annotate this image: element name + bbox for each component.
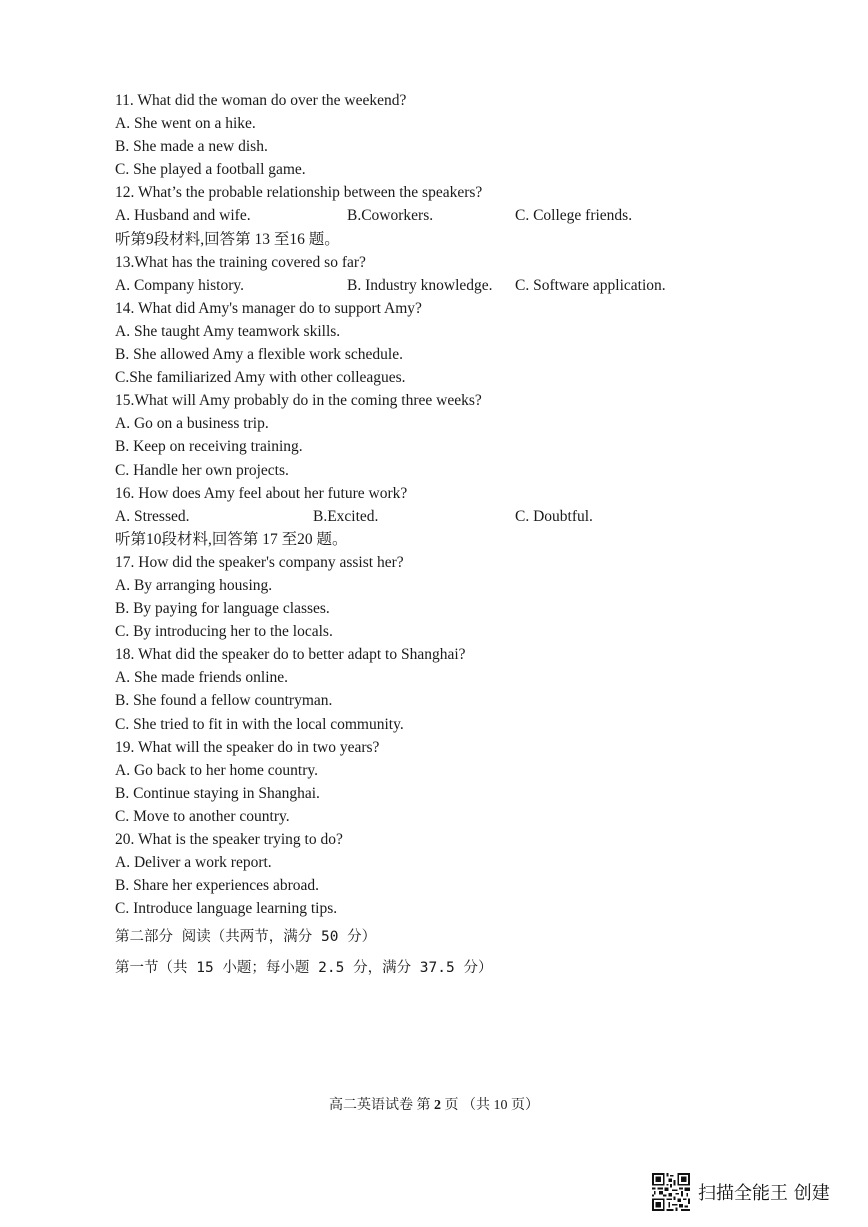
- option-13a: A. Company history.: [115, 276, 245, 294]
- footer-total-pages: 10: [493, 1098, 508, 1113]
- option-13b: B. Industry knowledge.: [347, 276, 493, 294]
- page-footer: [0, 1097, 868, 1115]
- option-11a: A. She went on a hike.: [115, 115, 256, 133]
- scanner-watermark: [652, 1172, 830, 1212]
- section-9-instruction: 听第9段材料,回答第 13 至16 题。: [115, 230, 340, 248]
- option-14b: B. She allowed Amy a flexible work schedule.: [115, 346, 403, 364]
- option-15c: C. Handle her own projects.: [115, 461, 289, 479]
- question-13: 13.What has the training covered so far?: [115, 253, 366, 271]
- option-20a: A. Deliver a work report.: [115, 854, 272, 872]
- question-15: 15.What will Amy probably do in the coming three weeks?: [115, 392, 482, 410]
- option-14c: C.She familiarized Amy with other colleagues.: [115, 369, 406, 387]
- options-13: [115, 274, 815, 297]
- option-12c: C. College friends.: [515, 207, 633, 225]
- question-14: 14. What did Amy's manager do to support Amy?: [115, 299, 422, 317]
- scanner-watermark-text: 扫描全能王 创建: [698, 1183, 830, 1204]
- option-15b: B. Keep on receiving training.: [115, 438, 303, 456]
- option-11b: B. She made a new dish.: [115, 138, 268, 156]
- options-16: [115, 505, 815, 528]
- footer-middle: 页 （共: [444, 1098, 490, 1113]
- footer-prefix: 高二英语试卷 第: [329, 1098, 431, 1113]
- option-20b: B. Share her experiences abroad.: [115, 877, 319, 895]
- option-19b: B. Continue staying in Shanghai.: [115, 784, 320, 802]
- option-16a: A. Stressed.: [115, 507, 190, 525]
- option-14a: A. She taught Amy teamwork skills.: [115, 322, 341, 340]
- option-13c: C. Software application.: [515, 276, 666, 294]
- question-19: 19. What will the speaker do in two years?: [115, 738, 380, 756]
- option-12a: A. Husband and wife.: [115, 207, 251, 225]
- page-content: [115, 89, 815, 982]
- option-12b: B.Coworkers.: [347, 207, 434, 225]
- option-16c: C. Doubtful.: [515, 507, 593, 525]
- option-18c: C. She tried to fit in with the local community.: [115, 715, 404, 733]
- option-16b: B.Excited.: [313, 507, 379, 525]
- option-19a: A. Go back to her home country.: [115, 761, 319, 779]
- option-15a: A. Go on a business trip.: [115, 415, 269, 433]
- option-18a: A. She made friends online.: [115, 669, 289, 687]
- option-17c: C. By introducing her to the locals.: [115, 623, 333, 641]
- question-18: 18. What did the speaker do to better adapt to Shanghai?: [115, 646, 466, 664]
- option-20c: C. Introduce language learning tips.: [115, 900, 338, 918]
- question-16: 16. How does Amy feel about her future work?: [115, 484, 408, 502]
- footer-page-number: 2: [434, 1098, 441, 1113]
- qr-code-icon: [652, 1173, 690, 1211]
- question-11: 11. What did the woman do over the weekend?: [115, 92, 407, 109]
- option-18b: B. She found a fellow countryman.: [115, 692, 333, 710]
- question-17: 17. How did the speaker's company assist her?: [115, 553, 404, 571]
- option-11c: C. She played a football game.: [115, 161, 306, 179]
- option-17a: A. By arranging housing.: [115, 576, 273, 594]
- option-17b: B. By paying for language classes.: [115, 600, 330, 618]
- options-12: [115, 204, 815, 227]
- section-10-instruction: 听第10段材料,回答第 17 至20 题。: [115, 530, 348, 548]
- question-12: 12. What’s the probable relationship between the speakers?: [115, 184, 483, 202]
- part2-title: 第二部分 阅读（共两节，满分 50 分）: [115, 929, 377, 946]
- footer-suffix: 页）: [511, 1098, 539, 1113]
- question-20: 20. What is the speaker trying to do?: [115, 831, 343, 848]
- part2-section1-title: 第一节（共 15 小题；每小题 2.5 分，满分 37.5 分）: [115, 960, 493, 977]
- option-19c: C. Move to another country.: [115, 807, 290, 825]
